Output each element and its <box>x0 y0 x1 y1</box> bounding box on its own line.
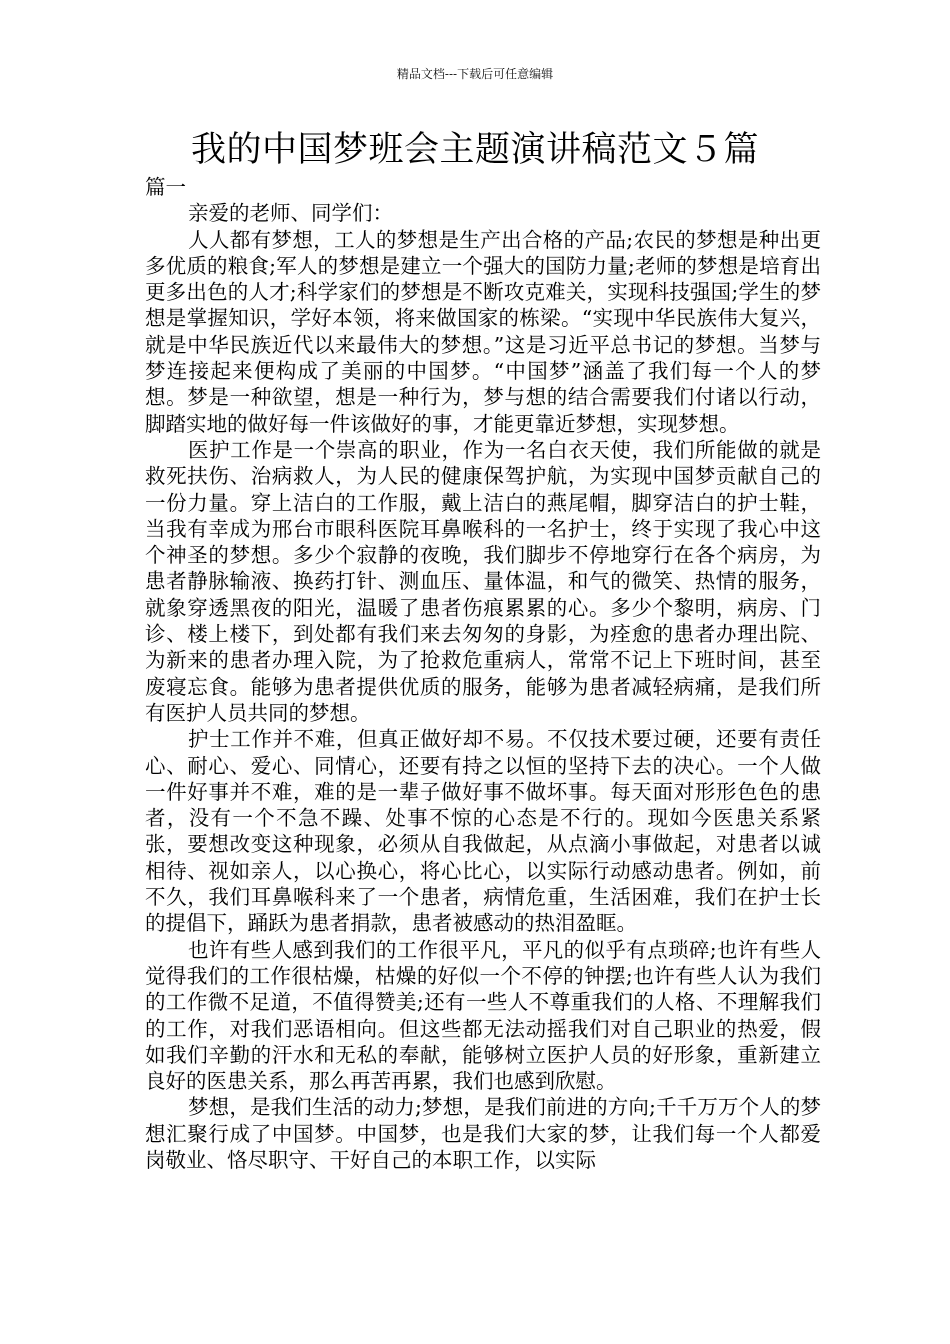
paragraph-5: 梦想，是我们生活的动力;梦想，是我们前进的方向;千千万万个人的梦想汇聚行成了中国梦。中国梦，也是我们大家的梦，让我们每一个人都爱岗敬业、恪尽职守、干好自己的本职工作，以实际 <box>145 1095 821 1172</box>
document-title: 我的中国梦班会主题演讲稿范文５篇 <box>190 130 759 170</box>
page-header-note: 精品文档---下载后可任意编辑 <box>396 67 554 81</box>
paragraph-3: 护士工作并不难，但真正做好却不易。不仅技术要过硬，还要有责任心、耐心、爱心、同情心，还要有持之以恒的坚持下去的决心。一个人做一件好事并不难，难的是一辈子做好事不做坏事。每天面对形形色色的患者，没有一个不急不躁、处事不惊的心态是不行的。现如今医患关系紧张，要想改变这种现象，必须从自我做起，从点滴小事做起，对患者以诚相待、视如亲人，以心换心，将心比心，以实际行动感动患者。例如，前不久，我们耳鼻喉科来了一个患者，病情危重，生活困难，我们在护士长的提倡下，踊跃为患者捐款，患者被感动的热泪盈眶。 <box>145 727 821 936</box>
paragraph-1: 人人都有梦想，工人的梦想是生产出合格的产品;农民的梦想是种出更多优质的粮食;军人的梦想是建立一个强大的国防力量;老师的梦想是培育出更多出色的人才;科学家们的梦想是不断攻克难关，实现科技强国;学生的梦想是掌握知识，学好本领，将来做国家的栋梁。“实现中华民族伟大复兴，就是中华民族近代以来最伟大的梦想。”这是习近平总书记的梦想。当梦与梦连接起来便构成了美丽的中国梦。“中国梦”涵盖了我们每一个人的梦想。梦是一种欲望，想是一种行为，梦与想的结合需要我们付诸以行动，脚踏实地的做好每一件该做好的事，才能更靠近梦想，实现梦想。 <box>145 227 821 436</box>
salutation: 亲爱的老师、同学们： <box>188 201 394 226</box>
paragraph-4: 也许有些人感到我们的工作很平凡，平凡的似乎有点琐碎;也许有些人觉得我们的工作很枯燥，枯燥的好似一个不停的钟摆;也许有些人认为我们的工作微不足道，不值得赞美;还有一些人不尊重我们的人格、不理解我们的工作，对我们恶语相向。但这些都无法动摇我们对自己职业的热爱，假如我们辛勤的汗水和无私的奉献，能够树立医护人员的好形象，重新建立良好的医患关系，那么再苦再累，我们也感到欣慰。 <box>145 937 821 1094</box>
paragraph-2: 医护工作是一个崇高的职业，作为一名白衣天使，我们所能做的就是救死扶伤、治病救人，为人民的健康保驾护航，为实现中国梦贡献自己的一份力量。穿上洁白的工作服，戴上洁白的燕尾帽，脚穿洁白的护士鞋，当我有幸成为邢台市眼科医院耳鼻喉科的一名护士，终于实现了我心中这个神圣的梦想。多少个寂静的夜晚，我们脚步不停地穿行在各个病房，为患者静脉输液、换药打针、测血压、量体温，和气的微笑、热情的服务，就象穿透黑夜的阳光，温暖了患者伤痕累累的心。多少个黎明，病房、门诊、楼上楼下，到处都有我们来去匆匆的身影，为痊愈的患者办理出院、为新来的患者办理入院，为了抢救危重病人，常常不记上下班时间，甚至废寝忘食。能够为患者提供优质的服务，能够为患者减轻病痛，是我们所有医护人员共同的梦想。 <box>145 437 821 725</box>
section-label: 篇一 <box>145 175 186 199</box>
document-body <box>145 174 821 1173</box>
